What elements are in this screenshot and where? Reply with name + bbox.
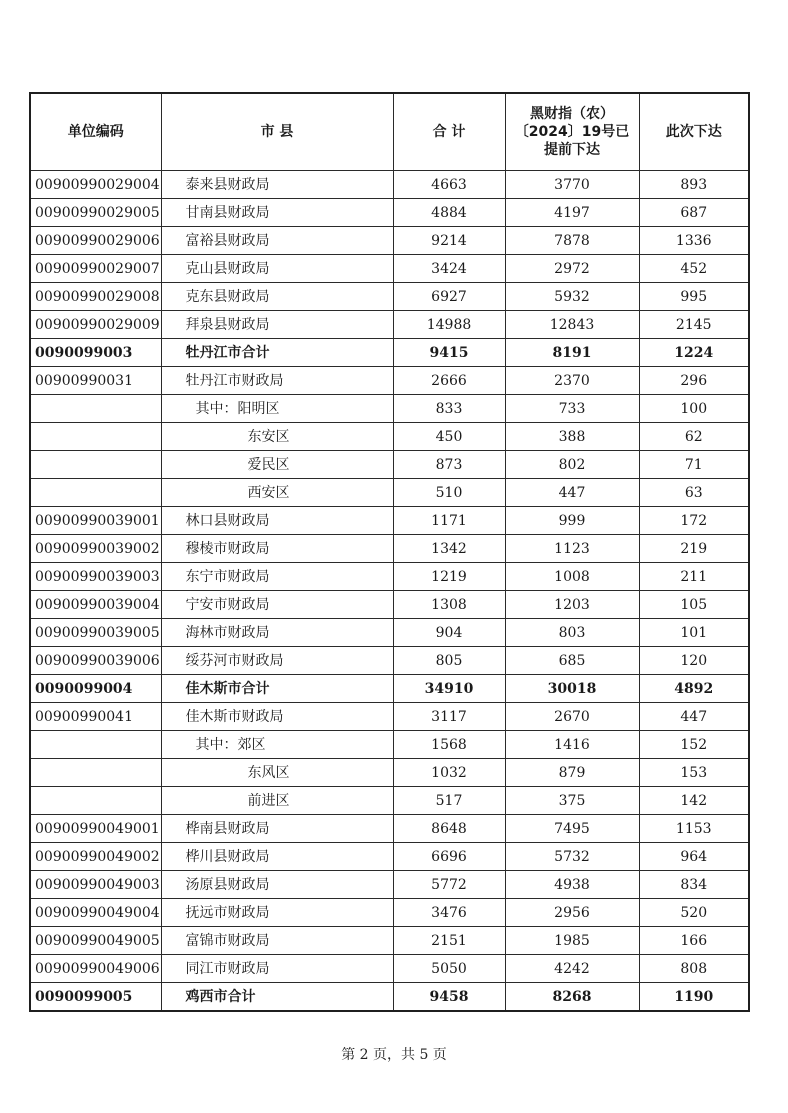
current-issue-amount-cell: 105 <box>639 591 749 619</box>
current-issue-amount-cell: 219 <box>639 535 749 563</box>
current-issue-amount-cell: 172 <box>639 507 749 535</box>
table-row <box>30 927 749 955</box>
unit-code-cell <box>30 479 161 507</box>
prior-issued-amount-cell: 5932 <box>505 283 639 311</box>
table-row <box>30 311 749 339</box>
prior-issued-amount-cell: 5732 <box>505 843 639 871</box>
unit-name-cell: 穆棱市财政局 <box>161 535 393 563</box>
total-amount-cell: 6696 <box>393 843 505 871</box>
total-amount-cell: 904 <box>393 619 505 647</box>
unit-name-cell: 前进区 <box>161 787 393 815</box>
table-subtotal-row <box>30 675 749 703</box>
current-issue-amount-cell: 71 <box>639 451 749 479</box>
current-issue-amount-cell: 1153 <box>639 815 749 843</box>
unit-code-cell: 00900990039005 <box>30 619 161 647</box>
current-issue-amount-cell: 63 <box>639 479 749 507</box>
prior-issued-amount-cell: 375 <box>505 787 639 815</box>
unit-name-cell: 东风区 <box>161 759 393 787</box>
unit-code-cell <box>30 787 161 815</box>
unit-name-cell: 桦川县财政局 <box>161 843 393 871</box>
table-row <box>30 843 749 871</box>
total-amount-cell: 5050 <box>393 955 505 983</box>
table-row <box>30 535 749 563</box>
table-row <box>30 451 749 479</box>
unit-name-cell: 克东县财政局 <box>161 283 393 311</box>
total-amount-cell: 2151 <box>393 927 505 955</box>
total-amount-cell: 9458 <box>393 983 505 1012</box>
unit-code-cell: 00900990029006 <box>30 227 161 255</box>
prior-issued-amount-cell: 999 <box>505 507 639 535</box>
current-issue-amount-cell: 964 <box>639 843 749 871</box>
unit-code-cell: 00900990049003 <box>30 871 161 899</box>
col-header-prior-issued: 黑财指（农）〔2024〕19号已提前下达 <box>505 93 639 171</box>
unit-name-cell: 牡丹江市财政局 <box>161 367 393 395</box>
unit-name-cell: 绥芬河市财政局 <box>161 647 393 675</box>
prior-issued-amount-cell: 733 <box>505 395 639 423</box>
table-row <box>30 367 749 395</box>
unit-name-cell: 甘南县财政局 <box>161 199 393 227</box>
col-header-unit-code: 单位编码 <box>30 93 161 171</box>
unit-name-cell: 爱民区 <box>161 451 393 479</box>
prior-issued-amount-cell: 12843 <box>505 311 639 339</box>
prior-issued-amount-cell: 2670 <box>505 703 639 731</box>
total-amount-cell: 4884 <box>393 199 505 227</box>
table-body <box>30 171 749 1012</box>
current-issue-amount-cell: 447 <box>639 703 749 731</box>
prior-issued-amount-cell: 447 <box>505 479 639 507</box>
prior-issued-amount-cell: 3770 <box>505 171 639 199</box>
table-row <box>30 899 749 927</box>
total-amount-cell: 450 <box>393 423 505 451</box>
unit-code-cell: 00900990039002 <box>30 535 161 563</box>
prior-issued-amount-cell: 2972 <box>505 255 639 283</box>
prior-issued-amount-cell: 2956 <box>505 899 639 927</box>
unit-name-cell: 佳木斯市合计 <box>161 675 393 703</box>
current-issue-amount-cell: 452 <box>639 255 749 283</box>
col-header-total: 合 计 <box>393 93 505 171</box>
table-row <box>30 731 749 759</box>
total-amount-cell: 1219 <box>393 563 505 591</box>
prior-issued-amount-cell: 1123 <box>505 535 639 563</box>
unit-name-cell: 西安区 <box>161 479 393 507</box>
table-row <box>30 591 749 619</box>
unit-code-cell <box>30 759 161 787</box>
current-issue-amount-cell: 100 <box>639 395 749 423</box>
page-number-footer: 第 2 页，共 5 页 <box>341 1047 447 1063</box>
current-issue-amount-cell: 1190 <box>639 983 749 1012</box>
current-issue-amount-cell: 152 <box>639 731 749 759</box>
unit-name-cell: 拜泉县财政局 <box>161 311 393 339</box>
current-issue-amount-cell: 1336 <box>639 227 749 255</box>
current-issue-amount-cell: 166 <box>639 927 749 955</box>
unit-code-cell: 0090099005 <box>30 983 161 1012</box>
unit-code-cell <box>30 395 161 423</box>
current-issue-amount-cell: 808 <box>639 955 749 983</box>
unit-code-cell <box>30 423 161 451</box>
unit-name-cell: 同江市财政局 <box>161 955 393 983</box>
current-issue-amount-cell: 120 <box>639 647 749 675</box>
table-header-row <box>30 93 749 171</box>
table-row <box>30 955 749 983</box>
prior-issued-amount-cell: 30018 <box>505 675 639 703</box>
unit-code-cell: 00900990049006 <box>30 955 161 983</box>
total-amount-cell: 1568 <box>393 731 505 759</box>
prior-issued-amount-cell: 4938 <box>505 871 639 899</box>
table-row <box>30 395 749 423</box>
unit-code-cell: 00900990029004 <box>30 171 161 199</box>
prior-issued-amount-cell: 1416 <box>505 731 639 759</box>
prior-issued-amount-cell: 1203 <box>505 591 639 619</box>
current-issue-amount-cell: 995 <box>639 283 749 311</box>
current-issue-amount-cell: 153 <box>639 759 749 787</box>
unit-name-cell: 鸡西市合计 <box>161 983 393 1012</box>
current-issue-amount-cell: 62 <box>639 423 749 451</box>
current-issue-amount-cell: 834 <box>639 871 749 899</box>
table-row <box>30 423 749 451</box>
total-amount-cell: 1171 <box>393 507 505 535</box>
unit-name-cell: 东安区 <box>161 423 393 451</box>
unit-name-cell: 其中：阳明区 <box>161 395 393 423</box>
current-issue-amount-cell: 2145 <box>639 311 749 339</box>
unit-code-cell: 00900990029007 <box>30 255 161 283</box>
current-issue-amount-cell: 893 <box>639 171 749 199</box>
total-amount-cell: 2666 <box>393 367 505 395</box>
table-row <box>30 479 749 507</box>
current-issue-amount-cell: 520 <box>639 899 749 927</box>
prior-issued-amount-cell: 8268 <box>505 983 639 1012</box>
prior-issued-amount-cell: 802 <box>505 451 639 479</box>
unit-name-cell: 其中：郊区 <box>161 731 393 759</box>
table-row <box>30 759 749 787</box>
current-issue-amount-cell: 211 <box>639 563 749 591</box>
unit-code-cell: 00900990029005 <box>30 199 161 227</box>
unit-code-cell: 0090099004 <box>30 675 161 703</box>
total-amount-cell: 517 <box>393 787 505 815</box>
col-header-city-county: 市 县 <box>161 93 393 171</box>
current-issue-amount-cell: 296 <box>639 367 749 395</box>
table-row <box>30 199 749 227</box>
table-row <box>30 619 749 647</box>
prior-issued-amount-cell: 388 <box>505 423 639 451</box>
total-amount-cell: 3424 <box>393 255 505 283</box>
unit-name-cell: 汤原县财政局 <box>161 871 393 899</box>
total-amount-cell: 1308 <box>393 591 505 619</box>
prior-issued-amount-cell: 1008 <box>505 563 639 591</box>
unit-name-cell: 富裕县财政局 <box>161 227 393 255</box>
total-amount-cell: 873 <box>393 451 505 479</box>
unit-name-cell: 佳木斯市财政局 <box>161 703 393 731</box>
total-amount-cell: 14988 <box>393 311 505 339</box>
unit-code-cell: 00900990029008 <box>30 283 161 311</box>
total-amount-cell: 3117 <box>393 703 505 731</box>
unit-name-cell: 泰来县财政局 <box>161 171 393 199</box>
unit-name-cell: 林口县财政局 <box>161 507 393 535</box>
current-issue-amount-cell: 1224 <box>639 339 749 367</box>
unit-name-cell: 抚远市财政局 <box>161 899 393 927</box>
unit-name-cell: 富锦市财政局 <box>161 927 393 955</box>
unit-name-cell: 东宁市财政局 <box>161 563 393 591</box>
prior-issued-amount-cell: 7495 <box>505 815 639 843</box>
total-amount-cell: 9214 <box>393 227 505 255</box>
total-amount-cell: 805 <box>393 647 505 675</box>
total-amount-cell: 4663 <box>393 171 505 199</box>
current-issue-amount-cell: 142 <box>639 787 749 815</box>
prior-issued-amount-cell: 1985 <box>505 927 639 955</box>
unit-code-cell: 00900990049002 <box>30 843 161 871</box>
unit-code-cell: 00900990029009 <box>30 311 161 339</box>
table-row <box>30 227 749 255</box>
total-amount-cell: 34910 <box>393 675 505 703</box>
unit-code-cell: 0090099003 <box>30 339 161 367</box>
unit-name-cell: 克山县财政局 <box>161 255 393 283</box>
prior-issued-amount-cell: 803 <box>505 619 639 647</box>
table-row <box>30 647 749 675</box>
prior-issued-amount-cell: 7878 <box>505 227 639 255</box>
current-issue-amount-cell: 4892 <box>639 675 749 703</box>
current-issue-amount-cell: 101 <box>639 619 749 647</box>
unit-code-cell <box>30 451 161 479</box>
unit-code-cell: 00900990039006 <box>30 647 161 675</box>
prior-issued-amount-cell: 4197 <box>505 199 639 227</box>
prior-issued-amount-cell: 879 <box>505 759 639 787</box>
table-row <box>30 703 749 731</box>
prior-issued-amount-cell: 2370 <box>505 367 639 395</box>
table-row <box>30 171 749 199</box>
unit-name-cell: 宁安市财政局 <box>161 591 393 619</box>
unit-code-cell <box>30 731 161 759</box>
unit-code-cell: 00900990041 <box>30 703 161 731</box>
prior-issued-amount-cell: 4242 <box>505 955 639 983</box>
table-row <box>30 507 749 535</box>
prior-issued-amount-cell: 8191 <box>505 339 639 367</box>
total-amount-cell: 1032 <box>393 759 505 787</box>
table-row <box>30 283 749 311</box>
unit-code-cell: 00900990039001 <box>30 507 161 535</box>
total-amount-cell: 510 <box>393 479 505 507</box>
table-row <box>30 787 749 815</box>
col-header-current-issue: 此次下达 <box>639 93 749 171</box>
table-row <box>30 815 749 843</box>
total-amount-cell: 8648 <box>393 815 505 843</box>
total-amount-cell: 5772 <box>393 871 505 899</box>
unit-name-cell: 海林市财政局 <box>161 619 393 647</box>
unit-code-cell: 00900990039003 <box>30 563 161 591</box>
current-issue-amount-cell: 687 <box>639 199 749 227</box>
unit-code-cell: 00900990049004 <box>30 899 161 927</box>
total-amount-cell: 9415 <box>393 339 505 367</box>
unit-name-cell: 桦南县财政局 <box>161 815 393 843</box>
total-amount-cell: 833 <box>393 395 505 423</box>
total-amount-cell: 1342 <box>393 535 505 563</box>
table-subtotal-row <box>30 339 749 367</box>
total-amount-cell: 3476 <box>393 899 505 927</box>
table-subtotal-row <box>30 983 749 1012</box>
table-row <box>30 563 749 591</box>
budget-allocation-table <box>29 92 750 1012</box>
unit-code-cell: 00900990031 <box>30 367 161 395</box>
unit-code-cell: 00900990049005 <box>30 927 161 955</box>
unit-code-cell: 00900990039004 <box>30 591 161 619</box>
prior-issued-amount-cell: 685 <box>505 647 639 675</box>
table-row <box>30 255 749 283</box>
table-row <box>30 871 749 899</box>
unit-name-cell: 牡丹江市合计 <box>161 339 393 367</box>
unit-code-cell: 00900990049001 <box>30 815 161 843</box>
total-amount-cell: 6927 <box>393 283 505 311</box>
